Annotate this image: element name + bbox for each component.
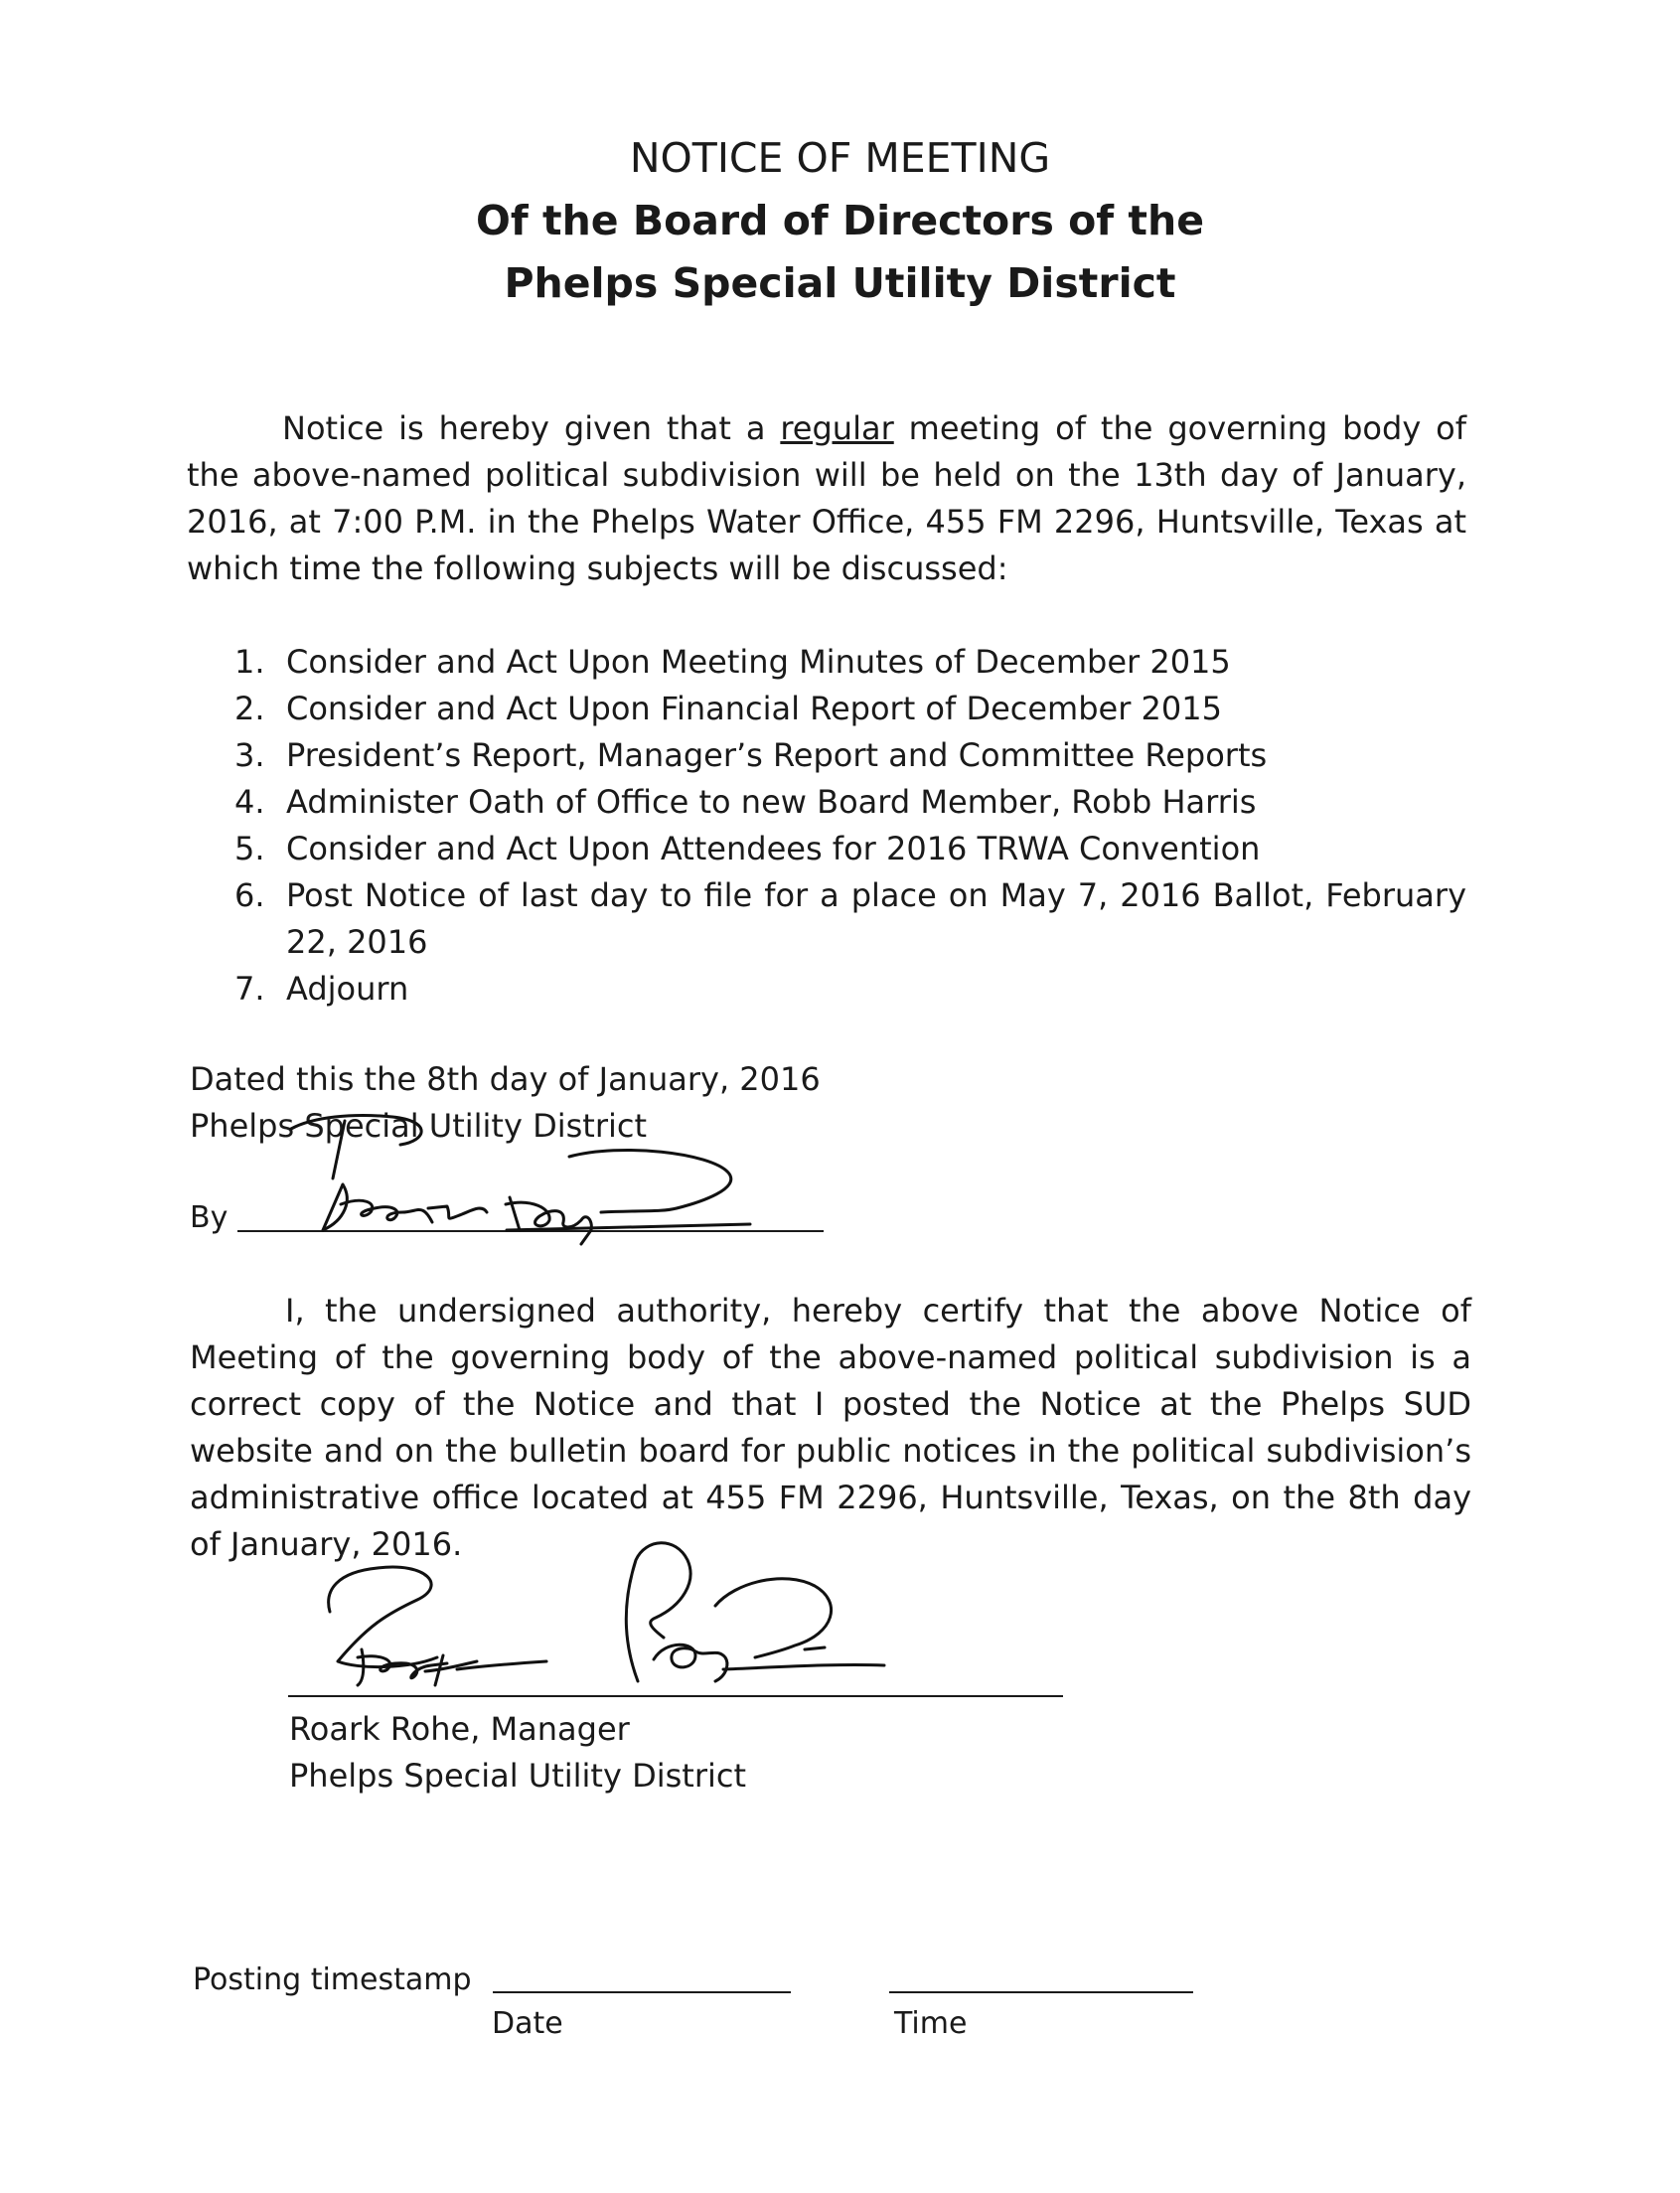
- posting-time-line: [889, 1991, 1193, 1993]
- agenda-list: [230, 639, 1466, 1013]
- agenda-text: Consider and Act Upon Financial Report of December 2015: [286, 690, 1222, 727]
- agenda-item: [230, 826, 1466, 872]
- agenda-text: Post Notice of last day to file for a place on May 7, 2016 Ballot, February 22, 2016: [286, 876, 1466, 961]
- signature-1-drawing: [283, 1113, 760, 1252]
- document-header: [0, 127, 1680, 315]
- signer-block: [289, 1706, 746, 1800]
- agenda-text: Consider and Act Upon Attendees for 2016 TRWA Convention: [286, 830, 1261, 867]
- agenda-number: 2.: [234, 690, 265, 727]
- notice-text-end: meeting of the governing body of the above-named political subdivision will be held on the 13th day of January, 2016, at 7:00 P.M. in the Phelps Water Office, 455 FM 2296, Huntsville, Texas at which time the following subjects will be discussed:: [187, 409, 1467, 587]
- agenda-text: President’s Report, Manager’s Report and Committee Reports: [286, 736, 1268, 774]
- manager-signature-line: [288, 1695, 1063, 1697]
- agenda-number: 6.: [234, 876, 265, 914]
- signature-2: [318, 1530, 894, 1719]
- agenda-number: 3.: [234, 736, 265, 774]
- signer-name-title: Roark Rohe, Manager: [289, 1710, 630, 1748]
- agenda-number: 4.: [234, 783, 265, 821]
- agenda-number: 5.: [234, 830, 265, 867]
- agenda-text: Administer Oath of Office to new Board Member, Robb Harris: [286, 783, 1257, 821]
- agenda-item: [230, 686, 1466, 732]
- meeting-type: regular: [780, 409, 894, 447]
- posting-date-label: Date: [492, 2006, 563, 2041]
- dated-line: Dated this the 8th day of January, 2016: [190, 1060, 821, 1098]
- agenda-item: [230, 872, 1466, 966]
- agenda-text: Consider and Act Upon Meeting Minutes of December 2015: [286, 643, 1231, 681]
- district-subtitle: Phelps Special Utility District: [504, 259, 1176, 307]
- certification-paragraph: I, the undersigned authority, hereby certify that the above Notice of Meeting of the governing body of the above-named political subdivision is a correct copy of the Notice and that I posted the Notice at the Phelps SUD website and on the bulletin board for public notices in the political subdivision’s administrative office located at 455 FM 2296, Huntsville, Texas, on the 8th day of January, 2016.: [190, 1292, 1471, 1563]
- dated-org: Phelps Special Utility District: [190, 1107, 648, 1145]
- posting-time-label: Time: [894, 2006, 968, 2041]
- signer-org: Phelps Special Utility District: [289, 1757, 747, 1795]
- agenda-number: 7.: [234, 970, 265, 1008]
- notice-title: NOTICE OF MEETING: [629, 134, 1051, 182]
- agenda-number: 1.: [234, 643, 265, 681]
- notice-text-start: Notice is hereby given that a: [282, 409, 781, 447]
- signature-1: [283, 1113, 760, 1252]
- agenda-item: [230, 966, 1466, 1013]
- posting-date-line: [493, 1991, 791, 1993]
- notice-paragraph: [187, 405, 1466, 592]
- agenda-item: [230, 732, 1466, 779]
- agenda-text: Adjourn: [286, 970, 409, 1008]
- posting-timestamp-label: Posting timestamp: [193, 1962, 472, 1997]
- agenda-item: [230, 639, 1466, 686]
- signature-2-drawing: [318, 1530, 894, 1719]
- by-label: By: [190, 1200, 229, 1235]
- agenda-item: [230, 779, 1466, 826]
- board-subtitle: Of the Board of Directors of the: [476, 197, 1204, 244]
